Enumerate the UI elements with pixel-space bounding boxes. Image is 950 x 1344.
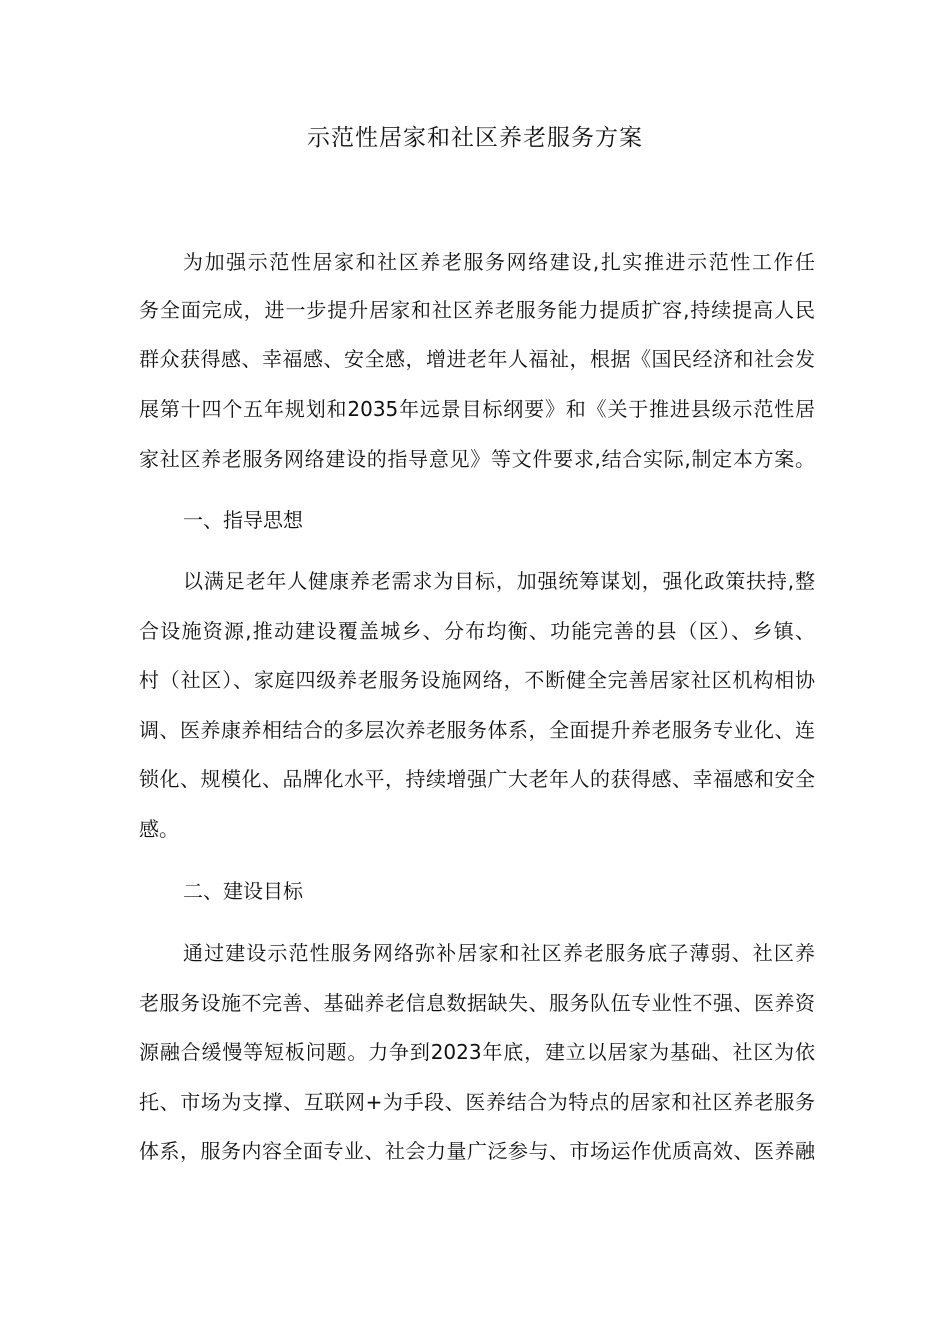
paragraph-line: 通过建设示范性服务网络弥补居家和社区养老服务底子薄弱、社区养: [183, 941, 815, 965]
paragraph-line: 老服务设施不完善、基础养老信息数据缺失、服务队伍专业性不强、医养资: [139, 991, 815, 1015]
section-heading-construction-goals: 二、建设目标: [183, 879, 303, 903]
paragraph-line: 合设施资源,推动建设覆盖城乡、分布均衡、功能完善的县（区）、乡镇、: [139, 619, 815, 643]
paragraph-line: 务全面完成，进一步提升居家和社区养老服务能力提质扩容,持续提高人民: [139, 298, 815, 322]
paragraph-line: 感。: [139, 817, 179, 841]
paragraph-line: 群众获得感、幸福感、安全感，增进老年人福祉，根据《国民经济和社会发: [139, 347, 815, 371]
paragraph-line: 家社区养老服务网络建设的指导意见》等文件要求,结合实际,制定本方案。: [139, 447, 815, 471]
section-heading-guiding-ideology: 一、指导思想: [183, 508, 303, 532]
paragraph-line: 锁化、规模化、品牌化水平，持续增强广大老年人的获得感、幸福感和安全: [139, 767, 815, 791]
paragraph-line: 调、医养康养相结合的多层次养老服务体系，全面提升养老服务专业化、连: [139, 718, 815, 742]
paragraph-line: 村（社区）、家庭四级养老服务设施网络，不断健全完善居家社区机构相协: [139, 668, 815, 692]
paragraph-line: 托、市场为支撑、互联网+为手段、医养结合为特点的居家和社区养老服务: [139, 1090, 815, 1114]
paragraph-line: 以满足老年人健康养老需求为目标，加强统筹谋划，强化政策扶持,整: [183, 569, 815, 593]
paragraph-line: 为加强示范性居家和社区养老服务网络建设,扎实推进示范性工作任: [183, 250, 815, 274]
paragraph-line: 体系，服务内容全面专业、社会力量广泛参与、市场运作优质高效、医养融: [139, 1139, 815, 1163]
paragraph-line: 展第十四个五年规划和2035年远景目标纲要》和《关于推进县级示范性居: [139, 397, 815, 421]
paragraph-line: 源融合缓慢等短板问题。力争到2023年底，建立以居家为基础、社区为依: [139, 1040, 815, 1064]
document-title: 示范性居家和社区养老服务方案: [307, 125, 643, 151]
